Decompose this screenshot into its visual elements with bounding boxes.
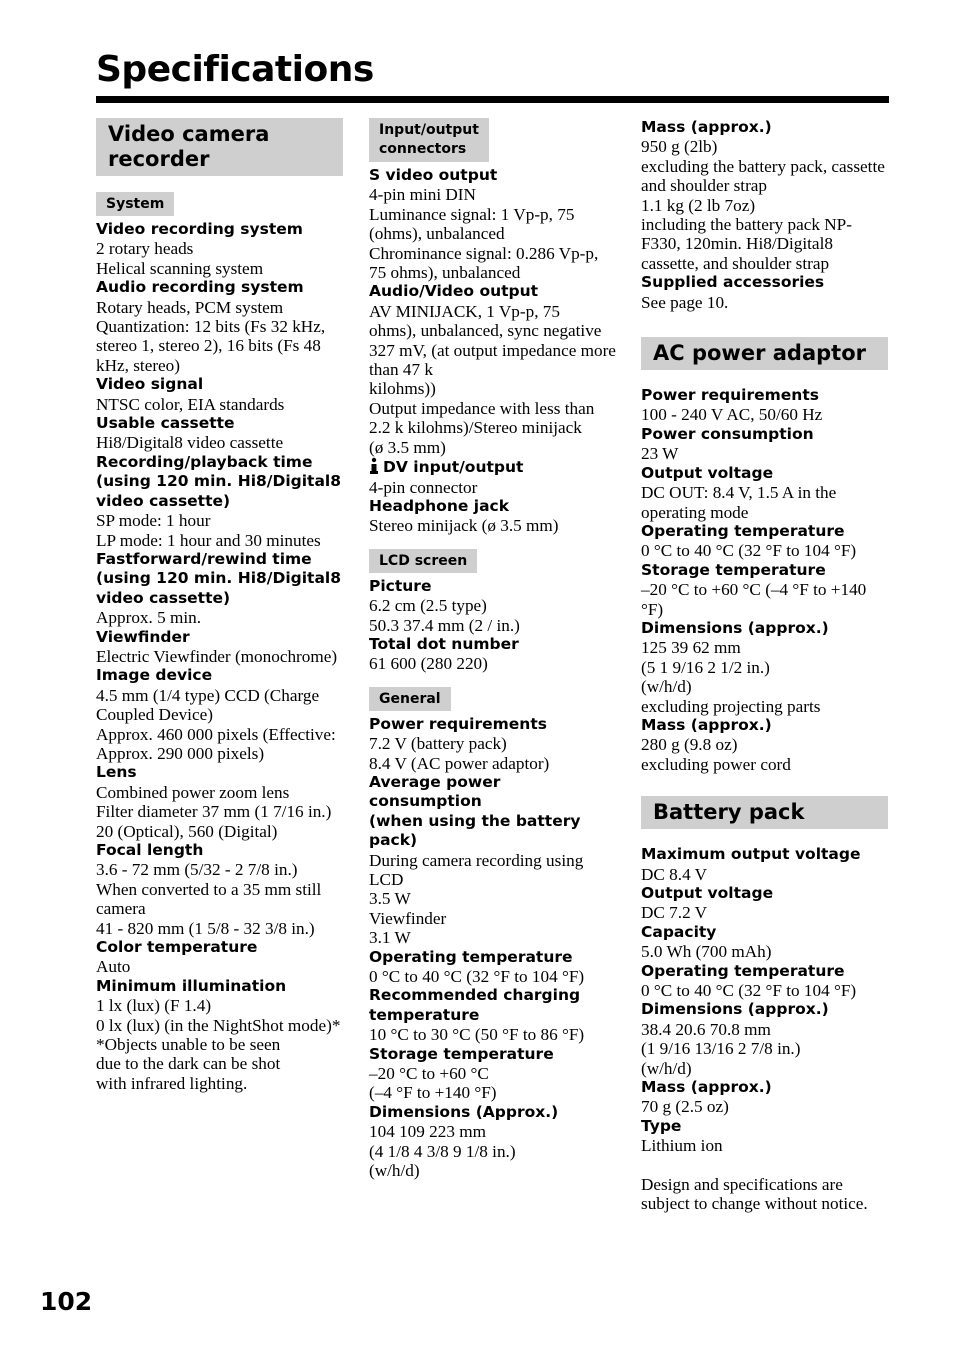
spec-value: Auto [96, 957, 131, 977]
spec-label: Power consumption [641, 424, 814, 443]
spec-label: Video recording system [96, 220, 303, 238]
spec-value: Combined power zoom lens Filter diameter 37 mm (1 7/16 in.) 20 (Optical), 560 (Digital) [96, 782, 332, 841]
subsection-heading-input-output: Input/output connectors [369, 118, 489, 162]
spec-value: 104 109 223 mm (4 1/8 4 3/8 9 1/8 in.) (w/h/d) [369, 1122, 516, 1181]
spec-value: DC OUT: 8.4 V, 1.5 A in the operating mode [641, 483, 837, 522]
section-heading-video-camera-recorder: Video camera recorder [96, 118, 343, 176]
spec-label: Dimensions (Approx.) [369, 1102, 559, 1121]
spec-list-ac-adaptor [641, 386, 888, 774]
spec-value: SP mode: 1 hour LP mode: 1 hour and 30 minutes [96, 511, 321, 550]
spec-value: 950 g (2lb) excluding the battery pack, cassette and shoulder strap 1.1 kg (2 lb 7oz) including the battery pack NP-F330, 120min. Hi8/Digital8 cassette, and shoulder strap [641, 137, 885, 273]
spec-label: Supplied accessories [641, 273, 825, 292]
title-rule [96, 96, 889, 103]
column-1 [96, 118, 343, 1093]
spec-value: 23 W [641, 444, 679, 464]
spec-label: Mass (approx.) [641, 118, 772, 136]
spec-label: Video signal [96, 375, 204, 394]
spec-label: Dimensions (approx.) [641, 618, 829, 637]
disclaimer: Design and specifications are subject to change without notice. [641, 1174, 868, 1214]
spec-label: Output voltage [641, 463, 774, 482]
spec-value: NTSC color, EIA standards [96, 394, 285, 414]
spec-value: Electric Viewfinder (monochrome) [96, 646, 338, 666]
spec-label: Power requirements [369, 714, 547, 733]
spec-label: Audio/Video output [369, 282, 539, 301]
spec-value: AV MINIJACK, 1 Vp-p, 75 ohms), unbalanced, sync negative 327 mV, (at output impedance more than 47 k kilohms)) Output impedance with less than 2.2 k kilohms)/Stereo minijack (ø 3.5 mm) [369, 301, 616, 457]
spec-label: Power requirements [641, 386, 819, 405]
spec-label: Usable cassette [96, 414, 235, 433]
spec-label: Average power consumption (when using the battery pack) [369, 772, 581, 850]
spec-label: Audio recording system [96, 278, 304, 297]
spec-value: 100 - 240 V AC, 50/60 Hz [641, 405, 823, 425]
spec-value: 4.5 mm (1/4 type) CCD (Charge Coupled Device) Approx. 460 000 pixels (Effective: Approx. 290 000 pixels) [96, 685, 336, 763]
spec-value: 0 °C to 40 °C (32 °F to 104 °F) [369, 967, 585, 987]
footnote: *Objects unable to be seen due to the dark can be shot with infrared lighting. [96, 1035, 281, 1093]
spec-value: 4-pin mini DIN Luminance signal: 1 Vp-p, 75 (ohms), unbalanced Chrominance signal: 0.286 Vp-p, 75 ohms), unbalanced [369, 185, 599, 283]
spec-label: Focal length [96, 841, 204, 859]
spec-label: Type [641, 1116, 682, 1135]
spec-value: 0 °C to 40 °C (32 °F to 104 °F) [641, 981, 857, 1001]
spec-label: Capacity [641, 922, 717, 941]
spec-label [369, 457, 616, 477]
column-3 [641, 118, 888, 1214]
spec-value: 70 g (2.5 oz) [641, 1097, 729, 1117]
spec-value: 4-pin connector [369, 477, 478, 497]
spec-label: Operating temperature [641, 961, 845, 980]
spec-label-text: DV input/output [383, 458, 524, 477]
spec-label: Recording/playback time (using 120 min. Hi8/Digital8 video cassette) [96, 452, 342, 510]
spec-label: Minimum illumination [96, 976, 287, 995]
spec-list-system [96, 220, 343, 1035]
dv-i-link-icon [369, 457, 379, 475]
spec-label: Headphone jack [369, 496, 510, 515]
spec-label: Storage temperature [641, 560, 826, 579]
spec-label: Picture [369, 576, 432, 595]
column-2 [369, 118, 616, 1181]
spec-value: Lithium ion [641, 1136, 723, 1156]
spec-label: Maximum output voltage [641, 845, 861, 864]
spec-list-lcd [369, 577, 616, 674]
spec-label: Viewfinder [96, 627, 190, 646]
spec-label: Dimensions (approx.) [641, 1000, 829, 1019]
spec-list-general [369, 715, 616, 1181]
spec-value: 38.4 20.6 70.8 mm (1 9/16 13/16 2 7/8 in.) (w/h/d) [641, 1019, 801, 1078]
spec-value: 10 °C to 30 °C (50 °F to 86 °F) [369, 1025, 585, 1045]
spec-value: Approx. 5 min. [96, 608, 202, 628]
spec-value: 5.0 Wh (700 mAh) [641, 942, 772, 962]
section-heading-battery-pack: Battery pack [641, 796, 888, 829]
spec-value: 280 g (9.8 oz) excluding power cord [641, 735, 791, 774]
spec-value: 7.2 V (battery pack) 8.4 V (AC power adaptor) [369, 734, 550, 773]
page-number: 102 [40, 1287, 93, 1316]
subsection-heading-lcd-screen: LCD screen [369, 549, 477, 573]
spec-value: Stereo minijack (ø 3.5 mm) [369, 516, 559, 536]
spec-value: DC 8.4 V [641, 864, 708, 884]
spec-label: Lens [96, 763, 137, 782]
spec-label: Image device [96, 666, 213, 685]
subsection-heading-general: General [369, 687, 451, 711]
spec-label: Operating temperature [369, 947, 573, 966]
spec-list-battery [641, 845, 888, 1156]
spec-label: Operating temperature [641, 521, 845, 540]
spec-label: Fastforward/rewind time (using 120 min. Hi8/Digital8 video cassette) [96, 549, 342, 607]
spec-value: –20 °C to +60 °C (–4 °F to +140 °F) [369, 1064, 497, 1103]
spec-value: Hi8/Digital8 video cassette [96, 433, 284, 453]
spec-value: 0 °C to 40 °C (32 °F to 104 °F) [641, 541, 857, 561]
spec-value: DC 7.2 V [641, 903, 708, 923]
section-heading-ac-power-adaptor: AC power adaptor [641, 337, 888, 370]
spec-value: 3.6 - 72 mm (5/32 - 2 7/8 in.) When converted to a 35 mm still camera 41 - 820 mm (1 5/8 - 32 3/8 in.) [96, 860, 322, 938]
spec-list-mass-accessories [641, 118, 888, 312]
spec-label: Recommended charging temperature [369, 986, 581, 1024]
page-title: Specifications [96, 49, 374, 90]
subsection-heading-system: System [96, 192, 174, 216]
spec-label: Output voltage [641, 884, 774, 902]
spec-list-connectors [369, 166, 616, 536]
spec-label: Storage temperature [369, 1044, 554, 1063]
spec-label: Total dot number [369, 634, 519, 653]
spec-value: See page 10. [641, 292, 729, 312]
spec-value: 125 39 62 mm (5 1 9/16 2 1/2 in.) (w/h/d) excluding projecting parts [641, 638, 821, 716]
spec-value: 2 rotary heads Helical scanning system [96, 239, 264, 278]
spec-value: –20 °C to +60 °C (–4 °F to +140 °F) [641, 580, 867, 619]
spec-value: 61 600 (280 220) [369, 654, 488, 674]
spec-label: Mass (approx.) [641, 715, 772, 734]
spec-value: Rotary heads, PCM system Quantization: 12 bits (Fs 32 kHz, stereo 1, stereo 2), 16 bits (Fs 48 kHz, stereo) [96, 297, 326, 375]
spec-label: Color temperature [96, 938, 258, 957]
spec-value: 1 lx (lux) (F 1.4) 0 lx (lux) (in the NightShot mode)* [96, 996, 341, 1035]
spec-label: Mass (approx.) [641, 1078, 772, 1097]
spec-value: 6.2 cm (2.5 type) 50.3 37.4 mm (2 / in.) [369, 596, 520, 635]
spec-value: During camera recording using LCD 3.5 W Viewfinder 3.1 W [369, 850, 584, 948]
spec-label: S video output [369, 166, 498, 184]
